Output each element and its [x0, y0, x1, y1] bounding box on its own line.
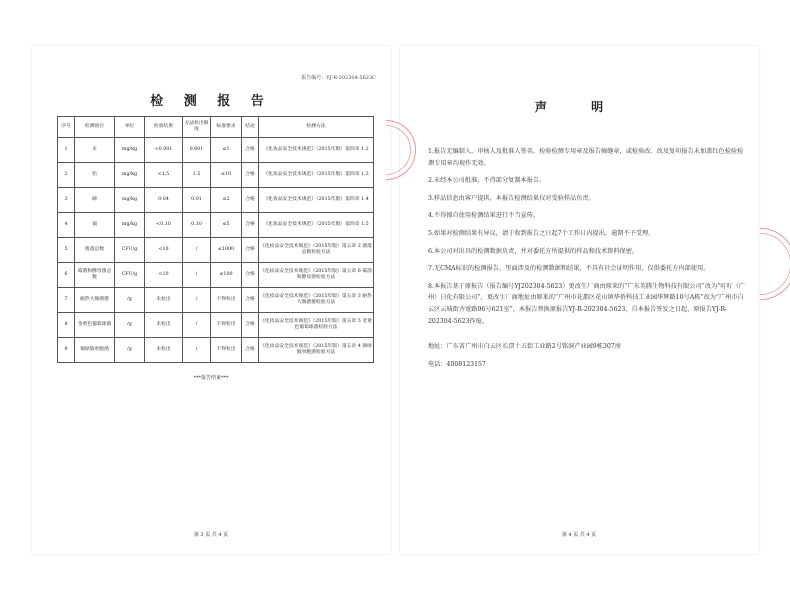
declaration-item: 6.本公司对出具的检测数据负责，并对委托方所提供的样品和技术资料保密。 [428, 247, 639, 255]
test-method-cell: 《化妆品安全技术规范》（2015年版）第四章 1.3 [259, 163, 374, 188]
header-cell: 结论 [242, 117, 259, 138]
report-number: 报告编号：YJ-R-202304-5623C [301, 75, 376, 81]
company-phone: 电话：4008123157 [428, 360, 486, 368]
detection-limit-cell: / [183, 288, 211, 313]
table-row [58, 138, 374, 163]
declaration-item: 8.本报告基于原报告（报告编号YJ202304-5623）更改生厂商由原来的“广东英腾生物科技有限公司”改为“叮叮（广州）日化有限公司”，更改生厂商地址由原来的“广州市花都区花山镇华侨科技工业园华辉路10号A栋”改为“广州市白云区云城街齐宽路96号621室”，本报告替换原报告YJ-R-202304-5623，自本报告签发之日起，原报告YJ-R-202304-5623作废。 [428, 282, 746, 325]
test-method-cell: 《化妆品安全技术规范》（2015年版）第五章 6 霉菌和酵母菌检验方法 [259, 263, 374, 288]
test-item-cell: 铅 [75, 163, 115, 188]
test-item-cell: 铜绿假单胞菌 [75, 338, 115, 363]
declaration-page [400, 46, 758, 554]
table-row [58, 338, 374, 363]
unit-cell: mg/kg [115, 213, 145, 238]
table-row [58, 238, 374, 263]
test-result-cell: 0.04 [145, 188, 183, 213]
row-index-cell: 5 [58, 238, 75, 263]
table-row [58, 313, 374, 338]
table-row [58, 163, 374, 188]
unit-cell: /g [115, 338, 145, 363]
table-row [58, 288, 374, 313]
test-item-cell: 金黄色葡萄球菌 [75, 313, 115, 338]
declaration-item: 3.样品信息由客户提供，本报告检测结果仅对受验样品负责。 [428, 194, 595, 202]
standard-requirement-cell: ≤5 [211, 213, 242, 238]
unit-cell: /g [115, 288, 145, 313]
test-method-cell: 《化妆品安全技术规范》（2015年版）第四章 1.5 [259, 213, 374, 238]
test-method-cell: 《化妆品安全技术规范》（2015年版）第四章 1.2 [259, 138, 374, 163]
header-cell: 方法检出限度 [183, 117, 211, 138]
standard-requirement-cell: ≤1 [211, 138, 242, 163]
declaration-item: 4.不得擅自使用检测结果进行不当宣传。 [428, 212, 540, 220]
row-index-cell: 2 [58, 163, 75, 188]
standard-requirement-cell: ≤100 [211, 263, 242, 288]
test-item-cell: 耐热大肠菌群 [75, 288, 115, 313]
declaration-title: 声 明 [534, 100, 624, 114]
unit-cell: mg/kg [115, 188, 145, 213]
header-cell: 检验结果 [145, 117, 183, 138]
standard-requirement-cell: 不得检出 [211, 338, 242, 363]
report-page-left [32, 46, 390, 554]
detection-limit-cell: 0.001 [183, 138, 211, 163]
test-item-cell: 菌落总数 [75, 238, 115, 263]
conclusion-cell: 合格 [242, 338, 259, 363]
unit-cell: CFU/g [115, 263, 145, 288]
test-result-cell: <0.10 [145, 213, 183, 238]
row-index-cell: 1 [58, 138, 75, 163]
test-item-cell: 砷 [75, 188, 115, 213]
declaration-item: 2.未经本公司批准，不得部分复制本报告。 [428, 177, 546, 185]
conclusion-cell: 合格 [242, 213, 259, 238]
declaration-item: 1.报告无编制人、审核人及批准人签名、检验检测专用章及报告骑缝章，或检验改、改及复印报告未加盖红色检验检测专用章均视作无效。 [428, 148, 744, 167]
page-number: 第 4 页 共 4 页 [561, 532, 597, 538]
conclusion-cell: 合格 [242, 263, 259, 288]
row-index-cell: 9 [58, 338, 75, 363]
detection-limit-cell: 1.5 [183, 163, 211, 188]
standard-requirement-cell: ≤2 [211, 188, 242, 213]
detection-limit-cell: / [183, 238, 211, 263]
conclusion-cell: 合格 [242, 138, 259, 163]
company-address: 地址：广东省广州市白云区长滘十五街工业路2号铭洞产业园9栋307房 [428, 343, 621, 351]
row-index-cell: 4 [58, 213, 75, 238]
declaration-item: 5.如果对检测结果有异议，请于收到报告之日起7个工作日内提出，逾期不予受理。 [428, 229, 655, 237]
table-header-row [58, 117, 374, 138]
unit-cell: /g [115, 313, 145, 338]
test-result-cell: <10 [145, 263, 183, 288]
standard-requirement-cell: 不得检出 [211, 288, 242, 313]
report-end-mark: ***报告结束*** [193, 375, 229, 381]
unit-cell: CFU/g [115, 238, 145, 263]
detection-limit-cell: 0.10 [183, 213, 211, 238]
table-row [58, 188, 374, 213]
test-item-cell: 镉 [75, 213, 115, 238]
test-result-cell: <10 [145, 238, 183, 263]
detection-limit-cell: 0.01 [183, 188, 211, 213]
test-item-cell: 汞 [75, 138, 115, 163]
conclusion-cell: 合格 [242, 238, 259, 263]
report-title: 检 测 报 告 [150, 94, 272, 109]
test-method-cell: 《化妆品安全技术规范》（2015年版）第五章 4 铜绿假单胞菌检验方法 [259, 338, 374, 363]
standard-requirement-cell: 不得检出 [211, 313, 242, 338]
declaration-body [428, 146, 746, 376]
standard-requirement-cell: ≤1000 [211, 238, 242, 263]
test-result-cell: 未检出 [145, 338, 183, 363]
standard-requirement-cell: ≤10 [211, 163, 242, 188]
detection-limit-cell: / [183, 313, 211, 338]
test-method-cell: 《化妆品安全技术规范》（2015年版）第五章 3 耐热大肠菌群检验方法 [259, 288, 374, 313]
header-cell: 标准要求 [211, 117, 242, 138]
row-index-cell: 6 [58, 263, 75, 288]
test-item-cell: 霉菌和酵母菌总数 [75, 263, 115, 288]
test-result-cell: 未检出 [145, 313, 183, 338]
table-row [58, 213, 374, 238]
declaration-item: 7.无CMA标识的检测报告，里面涉及的检测数据和结果，不具有社会证明作用，仅供委托方内部使用。 [428, 265, 710, 273]
row-index-cell: 8 [58, 313, 75, 338]
page-number: 第 3 页 共 4 页 [193, 532, 229, 538]
detection-limit-cell: / [183, 338, 211, 363]
header-cell: 序号 [58, 117, 75, 138]
conclusion-cell: 合格 [242, 188, 259, 213]
test-result-cell: <1.5 [145, 163, 183, 188]
row-index-cell: 3 [58, 188, 75, 213]
test-method-cell: 《化妆品安全技术规范》（2015年版）第五章 5 金黄色葡萄球菌检验方法 [259, 313, 374, 338]
detection-limit-cell: / [183, 263, 211, 288]
conclusion-cell: 合格 [242, 313, 259, 338]
table-row [58, 263, 374, 288]
test-method-cell: 《化妆品安全技术规范》（2015年版）第五章 2 菌落总数检验方法 [259, 238, 374, 263]
test-results-table [57, 116, 374, 363]
header-cell: 单位 [115, 117, 145, 138]
conclusion-cell: 合格 [242, 288, 259, 313]
test-method-cell: 《化妆品安全技术规范》（2015年版）第四章 1.4 [259, 188, 374, 213]
conclusion-cell: 合格 [242, 163, 259, 188]
row-index-cell: 7 [58, 288, 75, 313]
header-cell: 检测方法 [259, 117, 374, 138]
test-result-cell: <0.001 [145, 138, 183, 163]
header-cell: 检测项目 [75, 117, 115, 138]
test-result-cell: 未检出 [145, 288, 183, 313]
unit-cell: mg/kg [115, 138, 145, 163]
unit-cell: mg/kg [115, 163, 145, 188]
